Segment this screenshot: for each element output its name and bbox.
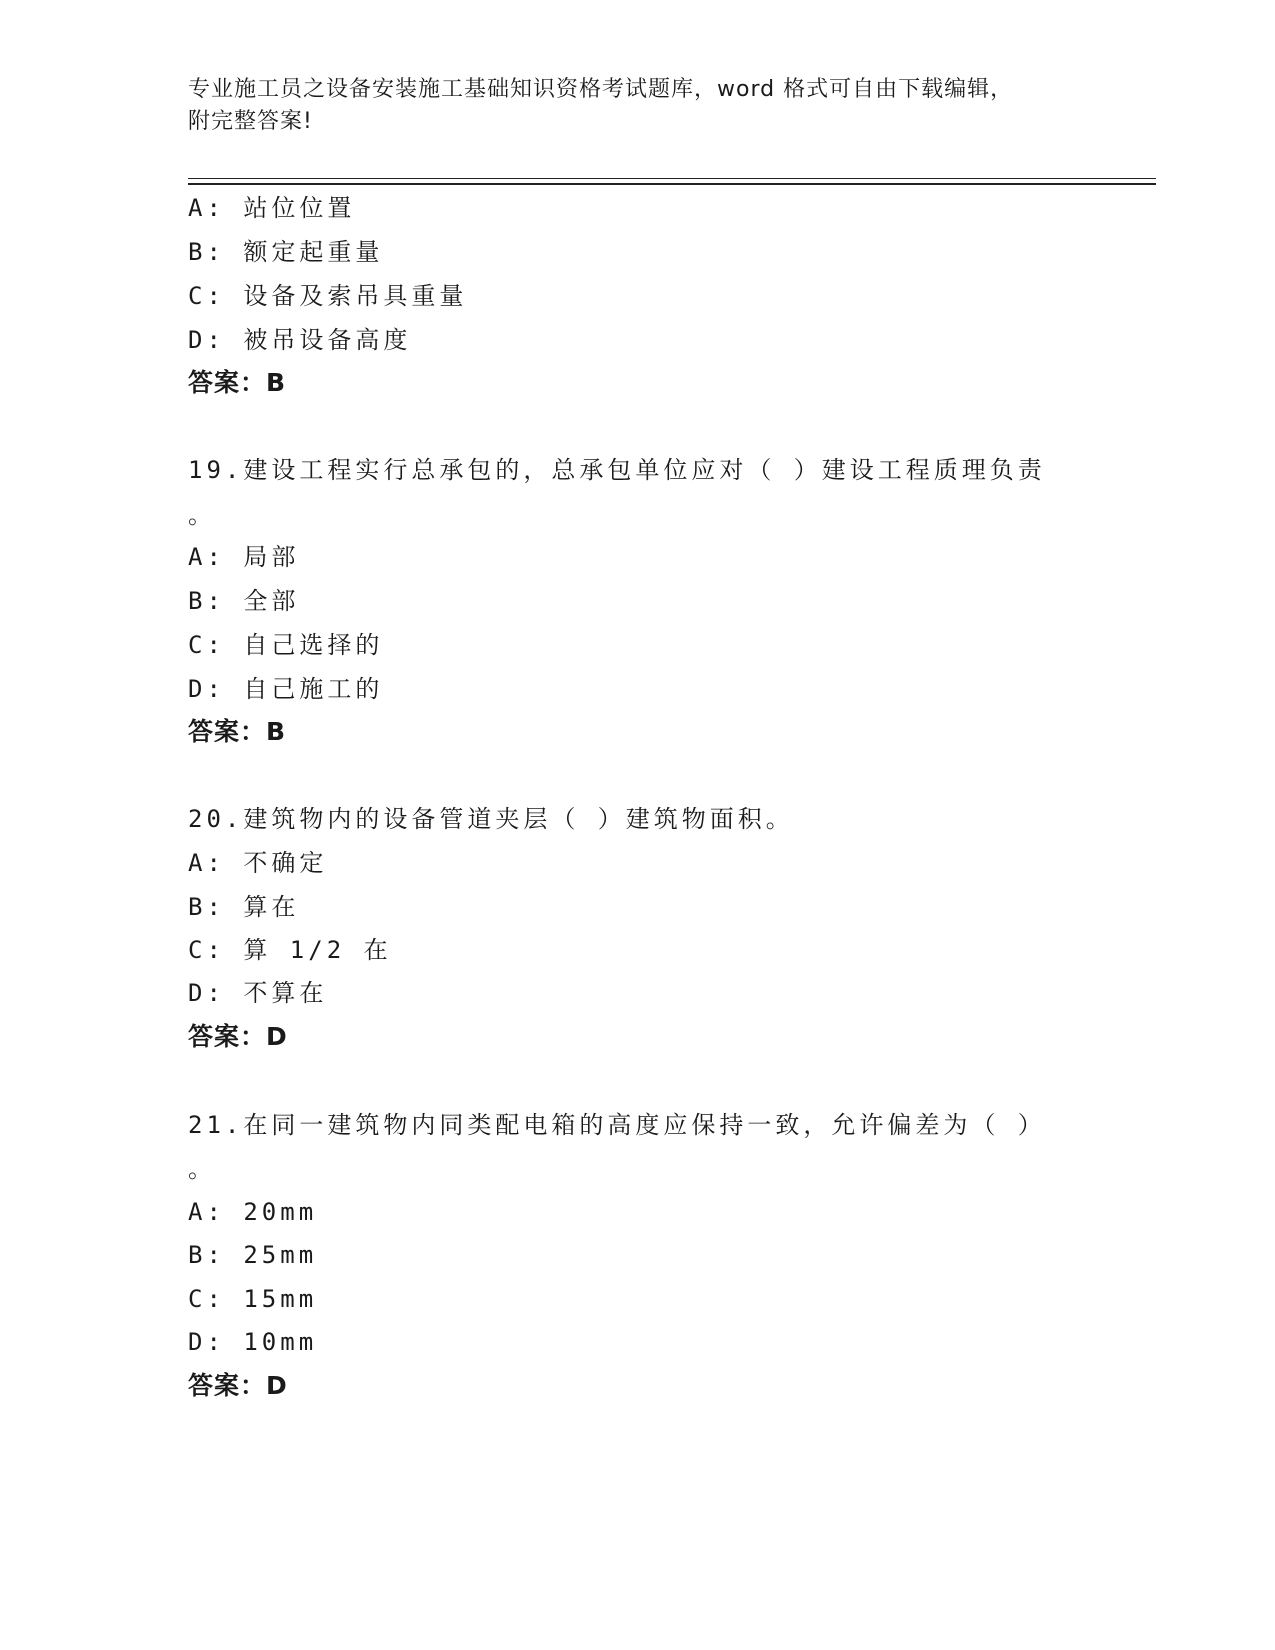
q20-option-c: C: 算 1/2 在 <box>188 936 392 964</box>
q18-option-b: B: 额定起重量 <box>188 238 384 266</box>
q18-answer: 答案：B <box>188 368 287 397</box>
q21-option-d: D: 10mm <box>188 1328 318 1356</box>
q18-option-a: A: 站位位置 <box>188 194 356 222</box>
q21-stem-continuation: 。 <box>188 1155 216 1183</box>
header-line-2: 附完整答案! <box>188 109 313 134</box>
q19-option-b: B: 全部 <box>188 587 300 615</box>
q19-option-a: A: 局部 <box>188 543 300 571</box>
document-header <box>188 74 1088 138</box>
q20-option-d: D: 不算在 <box>188 979 328 1007</box>
q18-option-d: D: 被吊设备高度 <box>188 326 412 354</box>
q21-answer: 答案：D <box>188 1371 288 1400</box>
q21-stem: 21.在同一建筑物内同类配电箱的高度应保持一致，允许偏差为（ ） <box>188 1111 1046 1139</box>
q21-option-b: B: 25mm <box>188 1241 318 1269</box>
q19-answer: 答案：B <box>188 717 287 746</box>
q19-stem: 19.建设工程实行总承包的，总承包单位应对（ ）建设工程质理负责 <box>188 456 1046 484</box>
q19-stem-continuation: 。 <box>188 501 216 529</box>
q19-option-d: D: 自己施工的 <box>188 675 384 703</box>
q20-option-b: B: 算在 <box>188 893 300 921</box>
header-divider-thin <box>188 178 1156 179</box>
q20-option-a: A: 不确定 <box>188 849 328 877</box>
q20-answer: 答案：D <box>188 1022 288 1051</box>
header-line-1: 专业施工员之设备安装施工基础知识资格考试题库，word 格式可自由下载编辑， <box>188 77 1014 102</box>
q21-option-a: A: 20mm <box>188 1198 318 1226</box>
q19-option-c: C: 自己选择的 <box>188 631 384 659</box>
q20-stem: 20.建筑物内的设备管道夹层（ ）建筑物面积。 <box>188 805 794 833</box>
q21-option-c: C: 15mm <box>188 1285 318 1313</box>
header-divider-thick <box>188 183 1156 185</box>
q18-option-c: C: 设备及索吊具重量 <box>188 282 468 310</box>
